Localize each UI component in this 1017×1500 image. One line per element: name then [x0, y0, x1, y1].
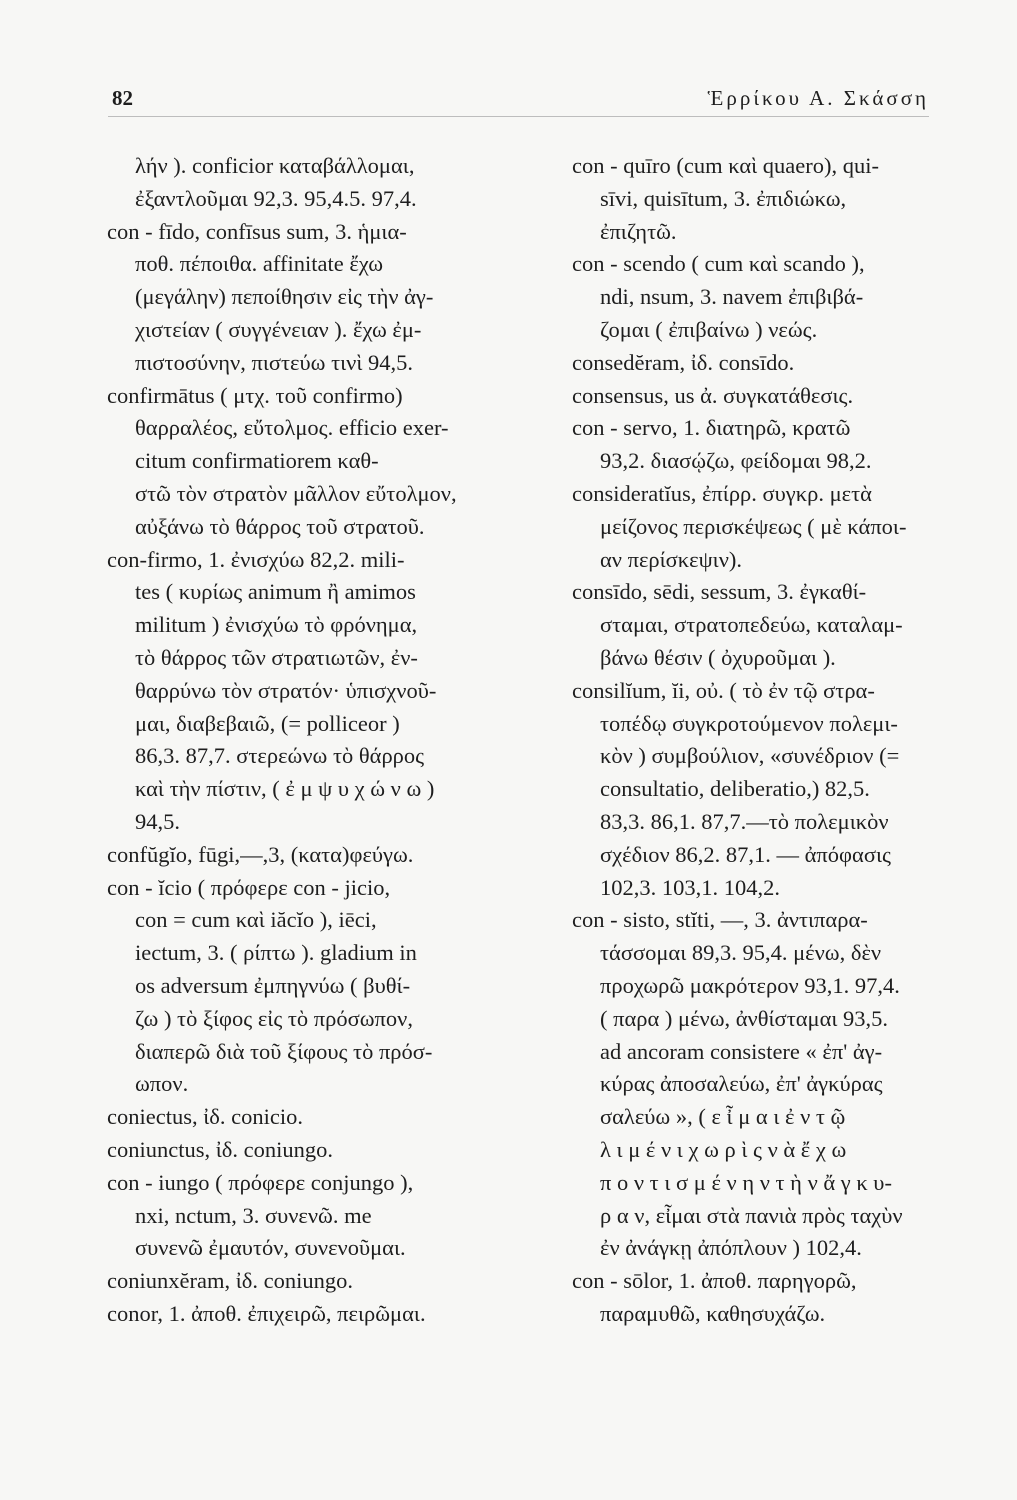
entry-continuation-line: παραμυθῶ, καθησυχάζω. — [600, 1300, 826, 1326]
entry-headword-line: con - scendo ( cum καὶ scando ), — [572, 251, 865, 277]
entry-continuation-line: μαι, διαβεβαιῶ, (= polliceor ) — [135, 710, 400, 736]
entry-headword-line: con - sōlor, 1. ἀποθ. παρηγορῶ, — [572, 1268, 857, 1294]
entry-headword-line: coniunxĕram, ἰδ. coniungo. — [107, 1268, 353, 1294]
entry-continuation-line: consultatio, deliberatio,) 82,5. — [600, 776, 870, 802]
entry-headword-line: con - servo, 1. διατηρῶ, κρατῶ — [572, 415, 851, 441]
entry-headword-line: consedĕram, ἰδ. consīdo. — [572, 349, 795, 375]
entry-continuation-line: χιστείαν ( συγγένειαν ). ἔχω ἐμ- — [135, 316, 422, 342]
entry-continuation-line: 86,3. 87,7. στερεώνω τὸ θάρρος — [135, 743, 425, 769]
entry-continuation-line: ποθ. πέποιθα. affinitate ἔχω — [135, 251, 384, 277]
entry-continuation-line: con = cum καὶ iăcĭo ), iēci, — [135, 907, 377, 933]
entry-continuation-line: τὸ θάρρος τῶν στρατιωτῶν, ἐν- — [135, 644, 418, 670]
left-column — [107, 150, 537, 1331]
entry-continuation-line: tes ( κυρίως animum ἢ amimos — [135, 579, 416, 605]
entry-continuation-line: καὶ τὴν πίστιν, ( ἐ μ ψ υ χ ώ ν ω ) — [135, 776, 435, 802]
entry-continuation-line: μείζονος περισκέψεως ( μὲ κάποι- — [600, 513, 907, 539]
entry-continuation-line: π ο ν τ ι σ μ έ ν η ν τ ὴ ν ἄ γ κ υ- — [600, 1169, 892, 1195]
right-column — [572, 150, 967, 1331]
entry-headword-line: con-firmo, 1. ἐνισχύω 82,2. mili- — [107, 546, 405, 572]
entry-continuation-line: τάσσομαι 89,3. 95,4. μένω, δὲν — [600, 940, 882, 966]
entry-headword-line: conor, 1. ἀποθ. ἐπιχειρῶ, πειρῶμαι. — [107, 1300, 426, 1326]
entry-headword-line: consilĭum, ĭi, οὐ. ( τὸ ἐν τῷ στρα- — [572, 677, 875, 703]
entry-continuation-line: ndi, nsum, 3. navem ἐπιβιβά- — [600, 284, 864, 310]
page-header — [108, 82, 929, 117]
entry-continuation-line: 83,3. 86,1. 87,7.—τὸ πολεμικὸν — [600, 808, 889, 834]
entry-headword-line: coniunctus, ἰδ. coniungo. — [107, 1136, 333, 1162]
entry-headword-line: confŭgĭo, fūgi,—,3, (κατα)φεύγω. — [107, 841, 414, 867]
entry-continuation-line: ρ α ν, εἶμαι στὰ πανιὰ πρὸς ταχὺν — [600, 1202, 903, 1228]
entry-headword-line: con - sisto, stĭti, —, 3. ἀντιπαρα- — [572, 907, 868, 933]
entry-continuation-line: ἐξαντλοῦμαι 92,3. 95,4.5. 97,4. — [135, 185, 417, 211]
entry-continuation-line: (μεγάλην) πεποίθησιν εἰς τὴν ἀγ- — [135, 284, 434, 310]
entry-continuation-line: ζομαι ( ἐπιβαίνω ) νεώς. — [600, 316, 818, 342]
entry-headword-line: con - quīro (cum καὶ quaero), qui- — [572, 153, 880, 178]
entry-continuation-line: ἐπιζητῶ. — [600, 218, 677, 244]
entry-continuation-line: κύρας ἀποσαλεύω, ἐπ' ἀγκύρας — [600, 1071, 883, 1097]
entry-continuation-line: στῶ τὸν στρατὸν μᾶλλον εὔτολμον, — [135, 480, 457, 506]
entry-continuation-line: αν περίσκεψιν). — [600, 546, 743, 572]
entry-continuation-line: ( παρα ) μένω, ἀνθίσταμαι 93,5. — [600, 1005, 889, 1031]
entry-headword-line: consīdo, sēdi, sessum, 3. ἐγκαθί- — [572, 579, 867, 605]
entry-continuation-line: πιστοσύνην, πιστεύω τινὶ 94,5. — [135, 349, 414, 375]
entry-continuation-line: κὸν ) συμβούλιον, «συνέδριον (= — [600, 743, 900, 769]
entry-continuation-line: iectum, 3. ( ρίπτω ). gladium in — [135, 940, 417, 966]
entry-continuation-line: 93,2. διασῴζω, φείδομαι 98,2. — [600, 448, 872, 474]
entry-continuation-line: ἐν ἀνάγκῃ ἀπόπλουν ) 102,4. — [600, 1235, 862, 1261]
page-number: 82 — [112, 86, 133, 110]
entry-headword-line: con - ĭcio ( πρόφερε con - jicio, — [107, 874, 391, 900]
entry-continuation-line: σχέδιον 86,2. 87,1. — ἀπόφασις — [600, 841, 891, 867]
entry-continuation-line: os adversum ἐμπηγνύω ( βυθί- — [135, 972, 411, 998]
entry-continuation-line: σταμαι, στρατοπεδεύω, καταλαμ- — [600, 612, 903, 638]
entry-continuation-line: ζω ) τὸ ξίφος εἰς τὸ πρόσωπον, — [135, 1005, 413, 1031]
entry-headword-line: confirmātus ( μτχ. τοῦ confirmo) — [107, 382, 403, 408]
entry-continuation-line: citum confirmatiorem καθ- — [135, 448, 379, 474]
entry-continuation-line: 102,3. 103,1. 104,2. — [600, 874, 780, 900]
entry-headword-line: coniectus, ἰδ. conicio. — [107, 1104, 303, 1130]
entry-continuation-line: sīvi, quisītum, 3. ἐπιδιώκω, — [600, 185, 847, 211]
entry-headword-line: consensus, us ἀ. συγκατάθεσις. — [572, 382, 854, 408]
entry-continuation-line: σαλεύω », ( ε ἶ μ α ι ἐ ν τ ῷ — [600, 1104, 846, 1130]
entry-continuation-line: τοπέδῳ συγκροτούμενον πολεμι- — [600, 710, 898, 736]
entry-continuation-line: προχωρῶ μακρότερον 93,1. 97,4. — [600, 972, 900, 998]
entry-continuation-line: αὐξάνω τὸ θάρρος τοῦ στρατοῦ. — [135, 513, 425, 539]
entry-continuation-line: 94,5. — [135, 808, 180, 834]
entry-continuation-line: nxi, nctum, 3. συνενῶ. me — [135, 1202, 372, 1228]
entry-headword-line: con - fīdo, confīsus sum, 3. ἡμια- — [107, 218, 407, 244]
entry-continuation-line: ωπον. — [135, 1071, 189, 1097]
entry-continuation-line: θαρραλέος, εὔτολμος. efficio exer- — [135, 415, 449, 441]
entry-continuation-line: militum ) ἐνισχύω τὸ φρόνημα, — [135, 612, 418, 638]
entry-headword-line: consideratĭus, ἐπίρρ. συγκρ. μετὰ — [572, 480, 872, 506]
entry-continuation-line: συνενῶ ἐμαυτόν, συνενοῦμαι. — [135, 1235, 406, 1261]
entry-headword-line: con - iungo ( πρόφερε conjungo ), — [107, 1169, 414, 1195]
entry-continuation-line: λ ι μ έ ν ι χ ω ρ ὶ ς ν ὰ ἔ χ ω — [600, 1136, 847, 1162]
entry-continuation-line: βάνω θέσιν ( ὀχυροῦμαι ). — [600, 644, 836, 670]
entry-continuation-line: θαρρύνω τὸν στρατόν· ὑπισχνοῦ- — [135, 677, 437, 703]
entry-continuation-line: λήν ). conficior καταβάλλομαι, — [135, 153, 415, 178]
entry-continuation-line: διαπερῶ διὰ τοῦ ξίφους τὸ πρόσ- — [135, 1038, 433, 1064]
entry-continuation-line: ad ancoram consistere « ἐπ' ἀγ- — [600, 1038, 883, 1064]
running-head: Ἑρρίκου Α. Σκάσση — [707, 86, 929, 110]
